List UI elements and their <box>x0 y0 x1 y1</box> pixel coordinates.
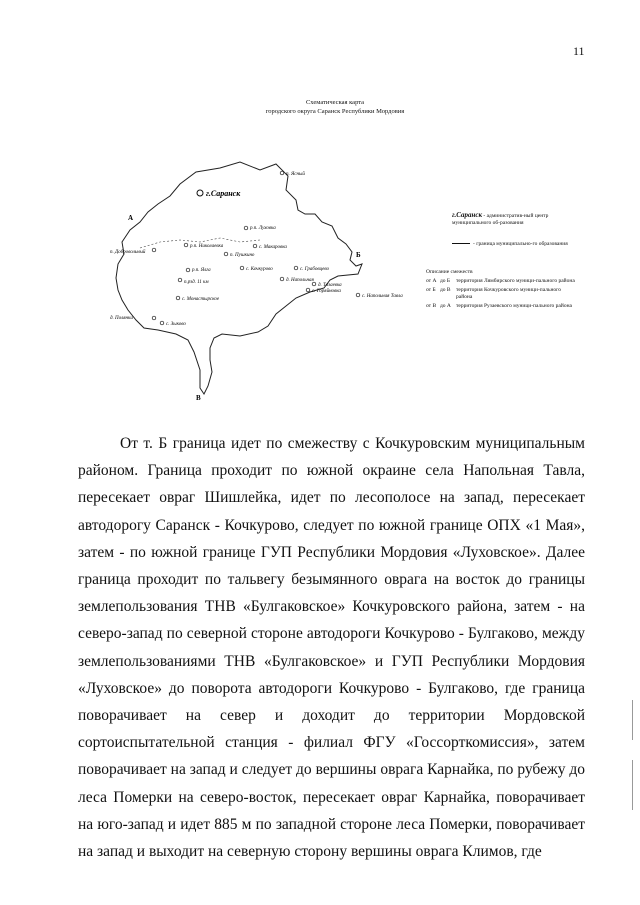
legend-city-desc: - административ-ный центр муниципального об-разования <box>452 213 549 226</box>
settlement-label: д. Полянки <box>110 316 133 321</box>
adjacency-desc: территория Кочкуровского муници-пального района <box>456 287 562 300</box>
margin-mark <box>632 760 633 810</box>
settlement-marker <box>244 226 248 230</box>
body-text <box>78 430 585 865</box>
settlement-label: с. Зыково <box>166 322 186 327</box>
page-number: 11 <box>573 44 585 58</box>
map-title-line2: городского округа Саранск Республики Мордовия <box>265 108 405 115</box>
settlement-marker <box>306 288 310 292</box>
adjacency-row <box>426 303 576 310</box>
settlement-label: д. Напольная <box>286 278 314 283</box>
legend-city <box>452 212 572 227</box>
city-marker <box>197 190 203 196</box>
point-b-label: Б <box>356 251 361 259</box>
settlement-marker <box>152 316 156 320</box>
settlement-label: р.п. Николаевка <box>190 244 224 249</box>
adjacency-row <box>426 278 576 285</box>
settlement-marker <box>312 282 316 286</box>
settlement-label: с. Макаровка <box>259 245 287 250</box>
settlement-label: с. Кочкурово <box>246 267 273 272</box>
settlement-marker <box>280 171 284 175</box>
legend-border-desc: - граница муниципально-го образования <box>473 241 568 247</box>
map-title <box>230 98 440 116</box>
point-a-label: А <box>128 214 134 222</box>
settlement-marker <box>253 244 257 248</box>
settlement-marker <box>224 252 228 256</box>
settlement-marker <box>294 266 298 270</box>
adjacency-to: до В <box>440 287 451 293</box>
settlement-marker <box>152 248 156 252</box>
adjacency-to: до Б <box>440 278 451 284</box>
settlement-marker <box>176 296 180 300</box>
legend-border <box>452 241 572 248</box>
legend-city-name: г.Саранск <box>452 211 482 219</box>
adjacency-from: от В <box>426 303 437 309</box>
settlement-label: п. Пушкино <box>230 253 255 258</box>
settlement-label: с. Монастырское <box>182 297 220 302</box>
adjacency-title: Описание смежеств <box>426 269 473 275</box>
settlement-marker <box>160 321 164 325</box>
settlement-label: д. Тазаевка <box>318 283 342 288</box>
settlement-marker <box>184 243 188 247</box>
municipal-map <box>100 130 420 410</box>
settlement-label: п. Ясный <box>286 172 305 177</box>
adjacency-from: от Б <box>426 287 436 293</box>
body-paragraph: От т. Б граница идет по смежеству с Кочкуровским муниципальным районом. Граница проходит по южной окраине села Напольная Тавла, пересекает овраг Шишлейка, идет по лесополосе на запад, пересекает автодорогу Саранск - Кочкурово, следует по южной границе ОПХ «1 Мая», затем - по южной границе ГУП Республики Мордовия «Луховское». Далее граница проходит по тальвегу безымянного оврага на восток до границы землепользования ТНВ «Булгаковское» Кочкуровского района, затем - на северо-запад по северной стороне автодороги Кочкурово - Булгаково, между землепользованиями ТНВ «Булгаковское» и ГУП Республики Мордовия «Луховское» до поворота автодороги Кочкурово - Булгаково, где граница поворачивает на север и доходит до территории Мордовской сортоиспытательной станция - филиал ФГУ «Госсорткомиссия», затем поворачивает на запад и следует до вершины оврага Карнайка, по рубежу до леса Померки на северо-восток, пересекает овраг Карнайка, поворачивает на юго-запад и идет 885 м по западной стороне леса Померки, поворачивает на запад и выходит на северную сторону вершины оврага Климов, где <box>78 435 585 861</box>
settlement-label: п. Добровольный <box>110 250 146 255</box>
settlement-marker <box>240 266 244 270</box>
settlement-marker <box>178 278 182 282</box>
settlement-marker <box>280 277 284 281</box>
settlement-marker <box>356 293 360 297</box>
city-label: г.Саранск <box>206 189 241 198</box>
settlement-label: р.п. Ялга <box>192 268 211 273</box>
margin-mark <box>632 700 633 740</box>
map-title-line1: Схематическая карта <box>305 99 365 106</box>
border-line-swatch <box>452 243 470 244</box>
adjacency-desc: территория Лямбирского муници-пального района <box>456 278 575 284</box>
settlement-label: п.рзд. 11 км <box>184 280 209 285</box>
settlement-label: р.п. Луховка <box>250 226 276 231</box>
settlement-label: с. Горяйновка <box>312 289 341 294</box>
settlement-label: с. Грабовцево <box>300 267 329 272</box>
adjacency-desc: территория Рузаевского муници-пального района <box>456 303 572 309</box>
adjacency-from: от А <box>426 278 437 284</box>
point-v-label: В <box>196 394 201 402</box>
settlement-label: с. Напольная Тавла <box>362 294 403 299</box>
adjacency-table <box>426 269 576 310</box>
adjacency-to: до А <box>440 303 451 309</box>
adjacency-row <box>426 287 576 301</box>
settlement-marker <box>186 268 190 272</box>
